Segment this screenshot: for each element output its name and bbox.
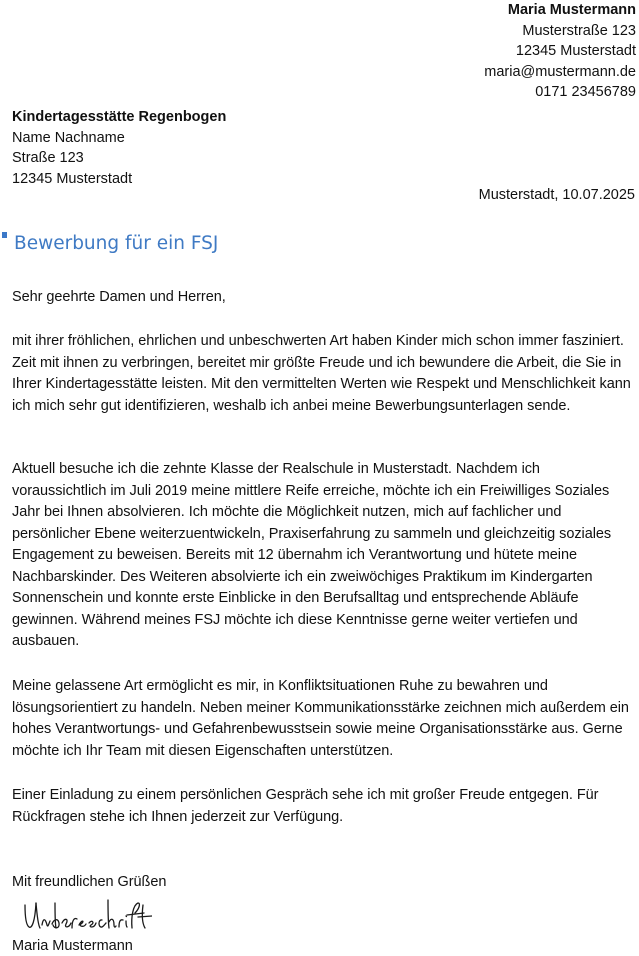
paragraph-3: Meine gelassene Art ermöglicht es mir, in Konfliktsituationen Ruhe zu bewahren und lösungsorientiert zu handeln. Neben meiner Kommunikationsstärke zeichnen mich außerdem ein hohes Verantwortungs- und Gefahrenbewusstsein sowie meine Organisationsstärke aus. Gerne möchte ich Ihr Team mit diesen Eigenschaften unterstützen. xyxy=(12,678,629,759)
sender-phone: 0171 23456789 xyxy=(535,84,636,100)
recipient-city: 12345 Musterstadt xyxy=(12,170,133,187)
subject-heading: Bewerbung für ein FSJ xyxy=(14,233,219,254)
recipient-organization: Kindertagesstätte Regenbogen xyxy=(12,109,227,125)
sender-city: 12345 Musterstadt xyxy=(515,43,636,59)
recipient-street: Straße 123 xyxy=(12,150,84,166)
signature-name: Maria Mustermann xyxy=(12,938,133,954)
salutation: Sehr geehrte Damen und Herren, xyxy=(12,289,226,305)
subject-marker xyxy=(2,232,7,238)
date-line: Musterstadt, 10.07.2025 xyxy=(478,187,635,203)
recipient-contact: Name Nachname xyxy=(12,129,125,146)
paragraph-1: mit ihrer fröhlichen, ehrlichen und unbeschwerten Art haben Kinder mich schon immer fasziniert. Zeit mit ihnen zu verbringen, bereitet mir größte Freude und ich bewundere die Arbeit, die Sie in Ihrer Kindertagesstätte leisten. Mit den vermittelten Werten wie Respekt und Menschlichkeit kann ich mich sehr gut identifizieren, weshalb ich anbei meine Bewerbungsunterlagen sende. xyxy=(12,333,631,414)
sender-name: Maria Mustermann xyxy=(507,2,636,18)
sender-address xyxy=(276,0,636,103)
signature-image xyxy=(22,895,152,940)
closing: Mit freundlichen Grüßen xyxy=(12,874,167,890)
recipient-address xyxy=(12,107,412,189)
paragraph-4: Einer Einladung zu einem persönlichen Gespräch sehe ich mit großer Freude entgegen. Für Rückfragen stehe ich Ihnen jederzeit zur Verfügung. xyxy=(12,787,599,825)
paragraph-2: Aktuell besuche ich die zehnte Klasse der Realschule in Musterstadt. Nachdem ich voraussichtlich im Juli 2019 meine mittlere Reife erreiche, möchte ich ein Freiwilliges Soziales Jahr bei Ihnen absolvieren. Ich möchte die Möglichkeit nutzen, mich auf fachlicher und persönlicher Ebene weiterzuentwickeln, Praxiserfahrung zu sammeln und gleichzeitig soziales Engagement zu beweisen. Bereits mit 12 übernahm ich Verantwortung und hütete meine Nachbarskinder. Des Weiteren absolvierte ich ein zweiwöchiges Praktikum im Kindergarten Sonnenschein und konnte erste Einblicke in den Berufsalltag und entsprechende Abläufe gewinnen. Während meines FSJ möchte ich diese Kenntnisse gerne weiter vertiefen und ausbauen. xyxy=(12,461,612,649)
sender-street: Musterstraße 123 xyxy=(522,22,636,39)
sender-email: maria@mustermann.de xyxy=(484,63,636,80)
